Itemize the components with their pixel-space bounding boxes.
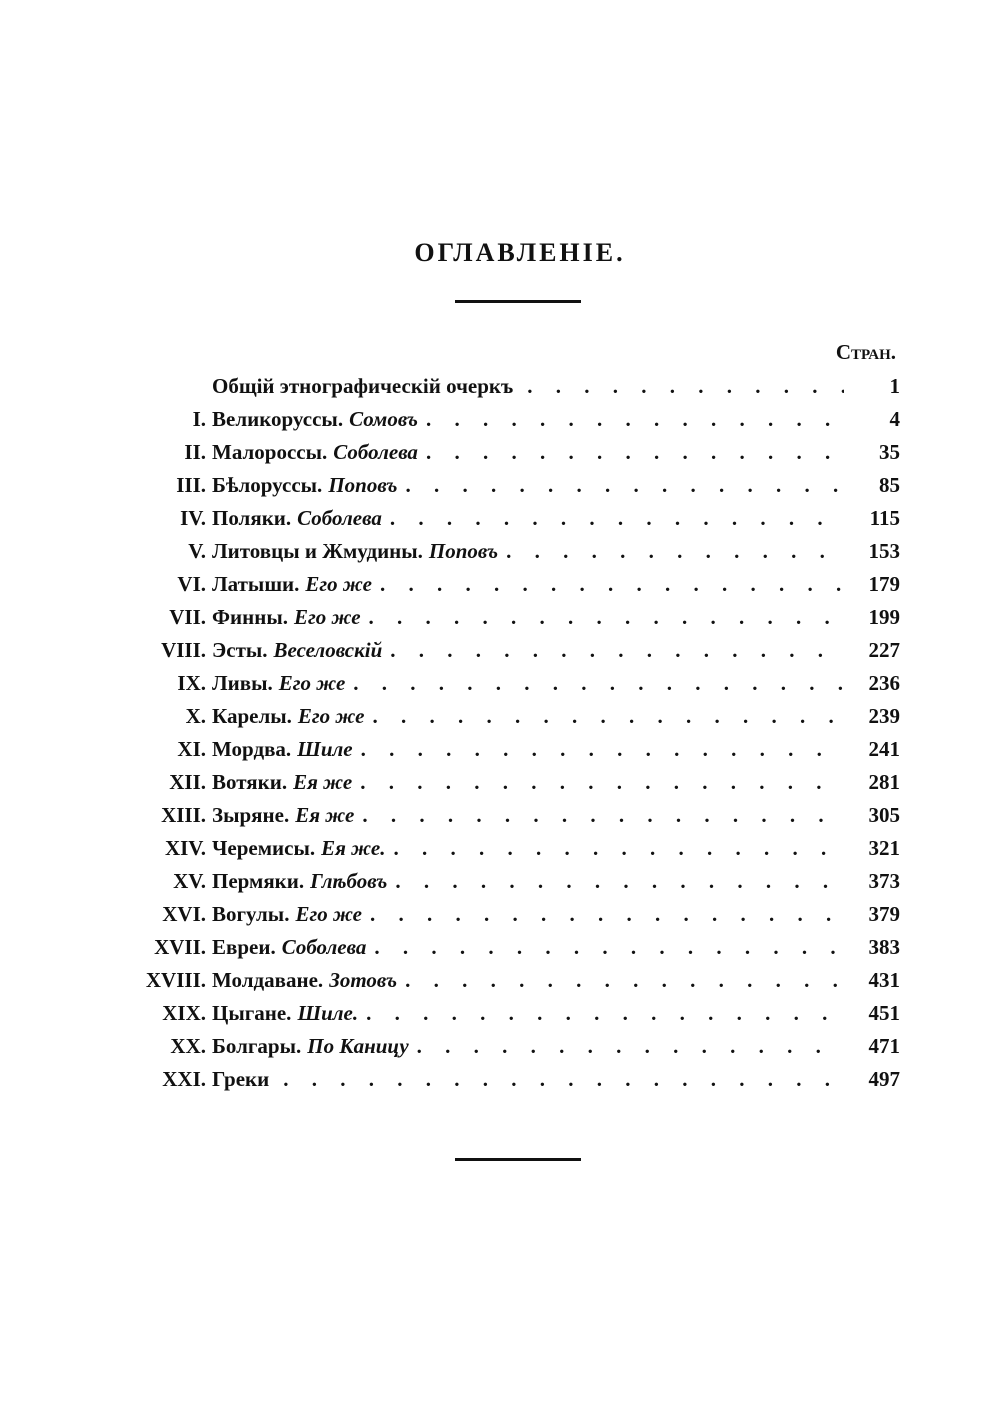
dot-leader bbox=[366, 997, 844, 1030]
dot-leader bbox=[369, 601, 844, 634]
entry-author: По Каницу bbox=[307, 1034, 409, 1058]
entry-title: Цыгане. bbox=[212, 1001, 292, 1025]
entry-page: 471 bbox=[868, 1034, 900, 1058]
entry-page: 227 bbox=[868, 638, 900, 662]
toc-entry bbox=[130, 865, 900, 898]
entry-page: 321 bbox=[868, 836, 900, 860]
entry-title: Латыши. bbox=[212, 572, 300, 596]
entry-number: XX. bbox=[170, 1034, 206, 1058]
title-divider bbox=[455, 300, 581, 303]
entry-number: XIII. bbox=[161, 803, 206, 827]
entry-title: Финны. bbox=[212, 605, 288, 629]
dot-leader bbox=[380, 568, 844, 601]
toc-entry bbox=[130, 469, 900, 502]
entry-title: Малороссы. bbox=[212, 440, 328, 464]
dot-leader bbox=[370, 898, 844, 931]
dot-leader bbox=[393, 832, 844, 865]
entry-author: Поповъ bbox=[328, 473, 398, 497]
entry-page: 236 bbox=[868, 671, 900, 695]
entry-author: Ея же bbox=[293, 770, 353, 794]
dot-leader bbox=[390, 502, 844, 535]
entry-author: Ея же bbox=[295, 803, 355, 827]
toc-entry bbox=[130, 997, 900, 1030]
toc-entry bbox=[130, 931, 900, 964]
entry-author: Соболева bbox=[297, 506, 382, 530]
toc-entry bbox=[130, 502, 900, 535]
entry-page: 383 bbox=[868, 935, 900, 959]
entry-author: Шиле bbox=[297, 737, 353, 761]
entry-number: XII. bbox=[169, 770, 206, 794]
entry-page: 153 bbox=[868, 539, 900, 563]
entry-title: Литовцы и Жмудины. bbox=[212, 539, 423, 563]
entry-page: 239 bbox=[868, 704, 900, 728]
entry-author: Сомовъ bbox=[349, 407, 418, 431]
entry-title: Черемисы. bbox=[212, 836, 316, 860]
entry-number: XVII. bbox=[154, 935, 206, 959]
entry-title: Ливы. bbox=[212, 671, 273, 695]
entry-number: XV. bbox=[173, 869, 206, 893]
entry-author: Его же bbox=[297, 704, 365, 728]
entry-title: Общiй этнографическiй очеркъ bbox=[212, 374, 514, 398]
toc-entry bbox=[130, 799, 900, 832]
entry-author: Соболева bbox=[333, 440, 418, 464]
entry-number: III. bbox=[176, 473, 206, 497]
dot-leader bbox=[362, 799, 844, 832]
entry-title: Вотяки. bbox=[212, 770, 288, 794]
entry-number: XIX. bbox=[162, 1001, 206, 1025]
entry-author: Его же bbox=[293, 605, 361, 629]
toc-entry bbox=[130, 370, 900, 403]
dot-leader bbox=[417, 1030, 844, 1063]
toc-entry bbox=[130, 568, 900, 601]
entry-title: Греки bbox=[212, 1067, 270, 1091]
entry-page: 199 bbox=[868, 605, 900, 629]
entry-page: 85 bbox=[879, 473, 900, 497]
entry-page: 115 bbox=[869, 506, 900, 530]
entry-number: VI. bbox=[177, 572, 206, 596]
entry-title: Евреи. bbox=[212, 935, 276, 959]
entry-author: Ея же. bbox=[321, 836, 386, 860]
table-of-contents bbox=[130, 370, 900, 1096]
bottom-divider bbox=[455, 1158, 581, 1161]
entry-page: 431 bbox=[868, 968, 900, 992]
dot-leader bbox=[506, 535, 844, 568]
page-title: ОГЛАВЛЕНIЕ. bbox=[414, 238, 626, 267]
entry-title: Молдаване. bbox=[212, 968, 324, 992]
dot-leader bbox=[372, 700, 844, 733]
toc-entry bbox=[130, 964, 900, 997]
toc-entry bbox=[130, 766, 900, 799]
entry-title: Эсты. bbox=[212, 638, 268, 662]
toc-entry bbox=[130, 832, 900, 865]
dot-leader bbox=[360, 766, 844, 799]
dot-leader bbox=[390, 634, 844, 667]
entry-title: Поляки. bbox=[212, 506, 292, 530]
dot-leader bbox=[405, 964, 844, 997]
entry-number: XIV. bbox=[164, 836, 206, 860]
entry-author: Веселовскiй bbox=[273, 638, 383, 662]
dot-leader bbox=[527, 370, 844, 403]
entry-title: Карелы. bbox=[212, 704, 292, 728]
toc-entry bbox=[130, 733, 900, 766]
entry-number: VIII. bbox=[161, 638, 206, 662]
entry-page: 241 bbox=[868, 737, 900, 761]
dot-leader bbox=[395, 865, 844, 898]
entry-number: VII. bbox=[169, 605, 206, 629]
dot-leader bbox=[374, 931, 844, 964]
dot-leader bbox=[426, 436, 844, 469]
toc-entry bbox=[130, 700, 900, 733]
toc-entry bbox=[130, 436, 900, 469]
entry-page: 373 bbox=[868, 869, 900, 893]
entry-author: Поповъ bbox=[428, 539, 499, 563]
toc-entry bbox=[130, 634, 900, 667]
entry-number: V. bbox=[188, 539, 206, 563]
entry-author: Соболева bbox=[281, 935, 367, 959]
entry-title: Болгары. bbox=[212, 1034, 302, 1058]
entry-title: Пермяки. bbox=[212, 869, 305, 893]
toc-entry bbox=[130, 535, 900, 568]
entry-author: Шиле. bbox=[297, 1001, 359, 1025]
entry-title: Зыряне. bbox=[212, 803, 290, 827]
entry-page: 451 bbox=[868, 1001, 900, 1025]
entry-title: Великоруссы. bbox=[212, 407, 344, 431]
entry-page: 35 bbox=[879, 440, 900, 464]
toc-entry bbox=[130, 1063, 900, 1096]
dot-leader bbox=[353, 667, 844, 700]
entry-author: Глѣбовъ bbox=[310, 869, 388, 893]
entry-number: I. bbox=[192, 407, 206, 431]
entry-number: XXI. bbox=[162, 1067, 206, 1091]
entry-page: 281 bbox=[868, 770, 900, 794]
dot-leader bbox=[283, 1063, 844, 1096]
toc-entry bbox=[130, 403, 900, 436]
toc-entry bbox=[130, 601, 900, 634]
dot-leader bbox=[361, 733, 844, 766]
dot-leader bbox=[406, 469, 845, 502]
page-column-header: Стран. bbox=[835, 340, 896, 364]
entry-title: Бѣлоруссы. bbox=[212, 473, 323, 497]
toc-entry bbox=[130, 1030, 900, 1063]
toc-entry bbox=[130, 898, 900, 931]
entry-number: II. bbox=[184, 440, 206, 464]
entry-author: Его же bbox=[278, 671, 346, 695]
entry-page: 379 bbox=[868, 902, 900, 926]
entry-page: 179 bbox=[868, 572, 900, 596]
entry-number: XVI. bbox=[162, 902, 206, 926]
entry-author: Его же bbox=[305, 572, 372, 596]
toc-entry bbox=[130, 667, 900, 700]
entry-number: X. bbox=[185, 704, 206, 728]
entry-number: XI. bbox=[177, 737, 206, 761]
entry-author: Зотовъ bbox=[329, 968, 398, 992]
entry-number: IV. bbox=[180, 506, 206, 530]
entry-title: Вогулы. bbox=[212, 902, 290, 926]
entry-number: XVIII. bbox=[145, 968, 206, 992]
dot-leader bbox=[426, 403, 844, 436]
entry-number: IX. bbox=[177, 671, 206, 695]
entry-page: 497 bbox=[868, 1067, 900, 1091]
entry-author: Его же bbox=[295, 902, 363, 926]
entry-page: 1 bbox=[889, 374, 900, 398]
entry-title: Мордва. bbox=[212, 737, 292, 761]
entry-page: 305 bbox=[868, 803, 900, 827]
entry-page: 4 bbox=[889, 407, 900, 431]
